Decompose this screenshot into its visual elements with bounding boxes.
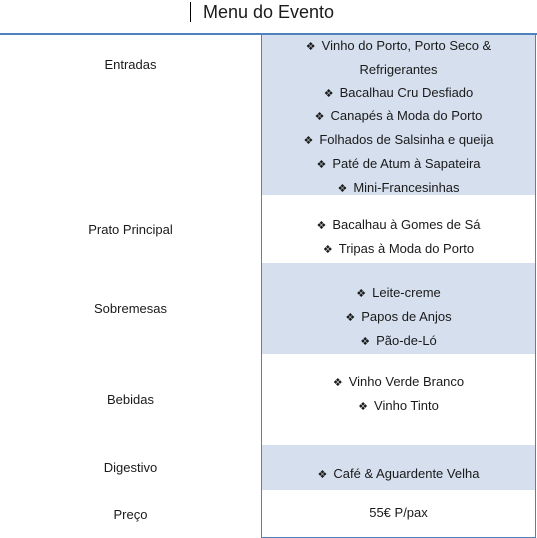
menu-item: [323, 238, 474, 262]
menu-row: [0, 490, 537, 538]
diamond-bullet-icon: ❖: [356, 288, 367, 300]
section-items: [261, 490, 536, 538]
menu-item-text: Vinho Tinto: [374, 397, 439, 413]
menu-item: [369, 502, 428, 525]
diamond-bullet-icon: ❖: [332, 377, 343, 389]
section-label: Bebidas: [107, 392, 154, 407]
menu-item: [360, 330, 437, 354]
section-label: Preço: [113, 506, 148, 522]
menu-row: [0, 195, 537, 263]
menu-item: [316, 153, 480, 177]
menu-item-text: Bacalhau à Gomes de Sá: [332, 217, 481, 232]
menu-item-text: Tripas à Moda do Porto: [338, 240, 475, 256]
diamond-bullet-icon: ❖: [316, 158, 327, 171]
section-label: Entradas: [104, 57, 157, 72]
menu-item: [358, 395, 439, 419]
diamond-bullet-icon: ❖: [360, 335, 371, 348]
menu-item: [316, 214, 480, 238]
menu-item-text: Leite-creme: [372, 285, 441, 300]
diamond-bullet-icon: ❖: [314, 111, 325, 124]
section-label: Sobremesas: [94, 301, 167, 316]
menu-item-text: Vinho Verde Branco: [348, 374, 465, 389]
title-text: Menu do Evento: [202, 2, 335, 22]
menu-table: [0, 35, 537, 538]
menu-item: [318, 463, 480, 487]
menu-item-text: Paté de Atum à Sapateira: [332, 155, 481, 171]
menu-row: [0, 445, 537, 490]
diamond-bullet-icon: ❖: [345, 311, 356, 324]
menu-item-text: Mini-Francesinhas: [353, 179, 460, 195]
section-items: [261, 195, 536, 263]
diamond-bullet-icon: ❖: [323, 87, 334, 100]
menu-item-text: Bacalhau Cru Desfiado: [339, 84, 474, 100]
diamond-bullet-icon: ❖: [317, 469, 328, 481]
section-items: [261, 445, 536, 490]
menu-item: [324, 82, 474, 106]
menu-row: [0, 263, 537, 354]
menu-item-text: Canapés à Moda do Porto: [330, 108, 483, 124]
menu-item-text: Pão-de-Ló: [376, 332, 437, 348]
menu-item-text: Papos de Anjos: [361, 308, 452, 324]
menu-row: [0, 354, 537, 445]
section-label: Digestivo: [103, 460, 158, 475]
menu-item-text: 55€ P/pax: [369, 505, 428, 521]
section-items: [261, 35, 536, 195]
diamond-bullet-icon: ❖: [303, 135, 314, 148]
text-cursor: [190, 2, 191, 22]
section-items: [261, 263, 536, 354]
diamond-bullet-icon: ❖: [337, 182, 348, 195]
diamond-bullet-icon: ❖: [358, 400, 369, 413]
menu-row: [0, 35, 537, 195]
menu-item: [333, 371, 464, 395]
menu-item-text: Folhados de Salsinha e queija: [319, 132, 494, 148]
menu-item-text: Vinho do Porto, Porto Seco & Refrigerantes: [321, 38, 492, 77]
menu-item: [345, 306, 451, 330]
menu-item-text: Café & Aguardente Velha: [333, 466, 480, 481]
diamond-bullet-icon: ❖: [316, 220, 327, 232]
menu-item: [356, 282, 441, 306]
section-label: Prato Principal: [88, 221, 173, 237]
document-title[interactable]: [0, 0, 537, 30]
menu-item: [303, 129, 493, 153]
diamond-bullet-icon: ❖: [322, 243, 333, 256]
menu-item: [315, 105, 483, 129]
menu-item: [279, 35, 519, 82]
section-items: [261, 354, 536, 445]
diamond-bullet-icon: ❖: [305, 41, 316, 53]
